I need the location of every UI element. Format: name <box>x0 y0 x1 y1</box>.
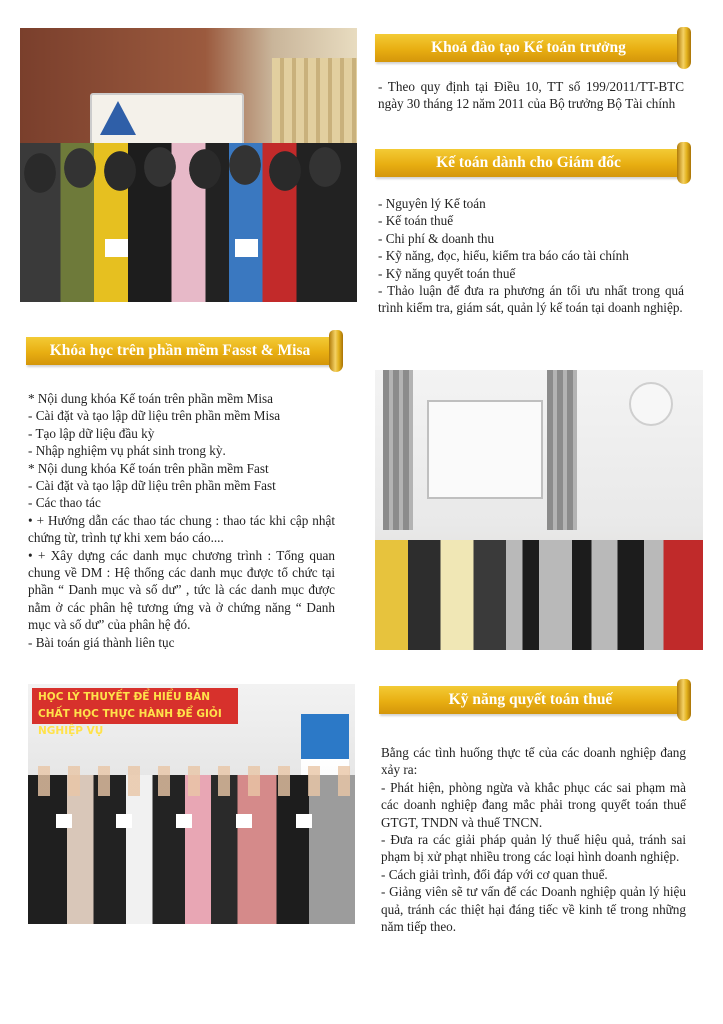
list-item: - Nguyên lý Kế toán <box>378 196 486 211</box>
list-item: - Bài toán giá thành liên tục <box>28 634 175 650</box>
group-photo-graduates <box>20 28 357 302</box>
chief-accountant-description: - Theo quy định tại Điều 10, TT số 199/2011/TT-BTC ngày 30 tháng 12 năm 2011 của Bộ trưởng Bộ Tài chính <box>378 79 684 112</box>
list-item: - Phát hiện, phòng ngừa và khắc phục các sai phạm mà các doanh nghiệp đang mắc phải trong quyết toán thuế GTGT, TNDN và thuế TNCN. <box>381 779 686 830</box>
list-item: - Tạo lập dữ liệu đầu kỳ <box>28 425 155 441</box>
ribbon-curl-icon <box>677 679 691 721</box>
software-course-list <box>28 390 335 651</box>
list-item: - Đưa ra các giải pháp quản lý thuế hiệu quả, tránh sai phạm bị xử phạt nhiều trong các loại hình doanh nghiệp. <box>381 832 686 865</box>
list-item: - Cài đặt và tạo lập dữ liệu trên phần mềm Misa <box>28 408 281 424</box>
ribbon-curl-icon <box>329 330 343 372</box>
logo-triangle-icon <box>100 101 136 135</box>
group-photo-class <box>28 684 355 924</box>
window-curtain <box>383 370 413 530</box>
student-faces <box>28 766 355 796</box>
wall-fan-icon <box>629 382 673 426</box>
list-item: * Nội dung khóa Kế toán trên phần mềm Fast <box>28 460 269 476</box>
list-item: - Nhập nghiệm vụ phát sinh trong kỳ. <box>28 443 226 459</box>
window-curtain <box>547 370 577 530</box>
list-item: - Chi phí & doanh thu <box>378 230 495 246</box>
projector-screen <box>427 400 543 499</box>
ribbon-curl-icon <box>677 27 691 69</box>
classroom-photo <box>375 370 703 650</box>
header-director-accounting <box>375 149 682 177</box>
director-accounting-list <box>378 195 684 317</box>
list-item: • + Xây dựng các danh mục chương trình : Tổng quan chung về DM : Hệ thống các danh mục được tổ chức tại phần “ Danh mục và số dư” , tức là các danh mục được nằm ở các phân hệ tương ứng và ở chứng năng “ Danh mục và số dư” của phân hệ đó. <box>28 547 335 633</box>
motto-banner: HỌC LÝ THUYẾT ĐỂ HIỂU BẢN CHẤT HỌC THỰC HÀNH ĐỂ GIỎI NGHIỆP VỤ <box>32 688 238 724</box>
list-item: - Cách giải trình, đối đáp với cơ quan thuế. <box>381 866 608 882</box>
header-software-course-label: Khóa học trên phần mềm Fasst & Misa <box>49 342 311 359</box>
group-of-students <box>28 775 355 924</box>
certificates <box>28 814 355 828</box>
header-chief-accountant-course <box>375 34 682 62</box>
list-item: - Kỹ năng, đọc, hiểu, kiểm tra báo cáo tài chính <box>378 248 629 264</box>
group-of-students <box>20 143 357 302</box>
header-chief-accountant-label: Khoá đào tạo Kế toán trưởng <box>431 39 626 56</box>
list-item: Bằng các tình huống thực tế của các doanh nghiệp đang xảy ra: <box>381 745 686 778</box>
list-item: - Thảo luận để đưa ra phương án tối ưu nhất trong quá trình kiểm tra, giám sát, quản lý kế toán tại doanh nghiệp. <box>378 283 684 316</box>
list-item: - Cài đặt và tạo lập dữ liệu trên phần mềm Fast <box>28 478 276 494</box>
list-item: - Kỹ năng quyết toán thuế <box>378 265 516 281</box>
header-tax-finalization-label: Kỹ năng quyết toán thuế <box>448 691 613 708</box>
ribbon-curl-icon <box>677 142 691 184</box>
header-tax-finalization <box>379 686 682 714</box>
tax-finalization-list <box>381 744 686 935</box>
list-item: * Nội dung khóa Kế toán trên phần mềm Misa <box>28 391 274 406</box>
list-item: • + Hướng dẫn các thao tác chung : thao tác khi cập nhật chứng từ, trình tự khi xem báo cáo.... <box>28 512 335 546</box>
students-at-computers <box>375 540 703 650</box>
list-item: - Giảng viên sẽ tư vấn để các Doanh nghiệp quản lý hiệu quả, tránh các thiệt hại đáng tiếc về kinh tế trong những năm tiếp theo. <box>381 884 686 935</box>
header-director-accounting-label: Kế toán dành cho Giám đốc <box>436 154 621 171</box>
list-item: - Kế toán thuế <box>378 213 454 229</box>
certificates <box>20 239 357 257</box>
header-software-course <box>26 337 334 365</box>
list-item: - Các thao tác <box>28 495 101 511</box>
